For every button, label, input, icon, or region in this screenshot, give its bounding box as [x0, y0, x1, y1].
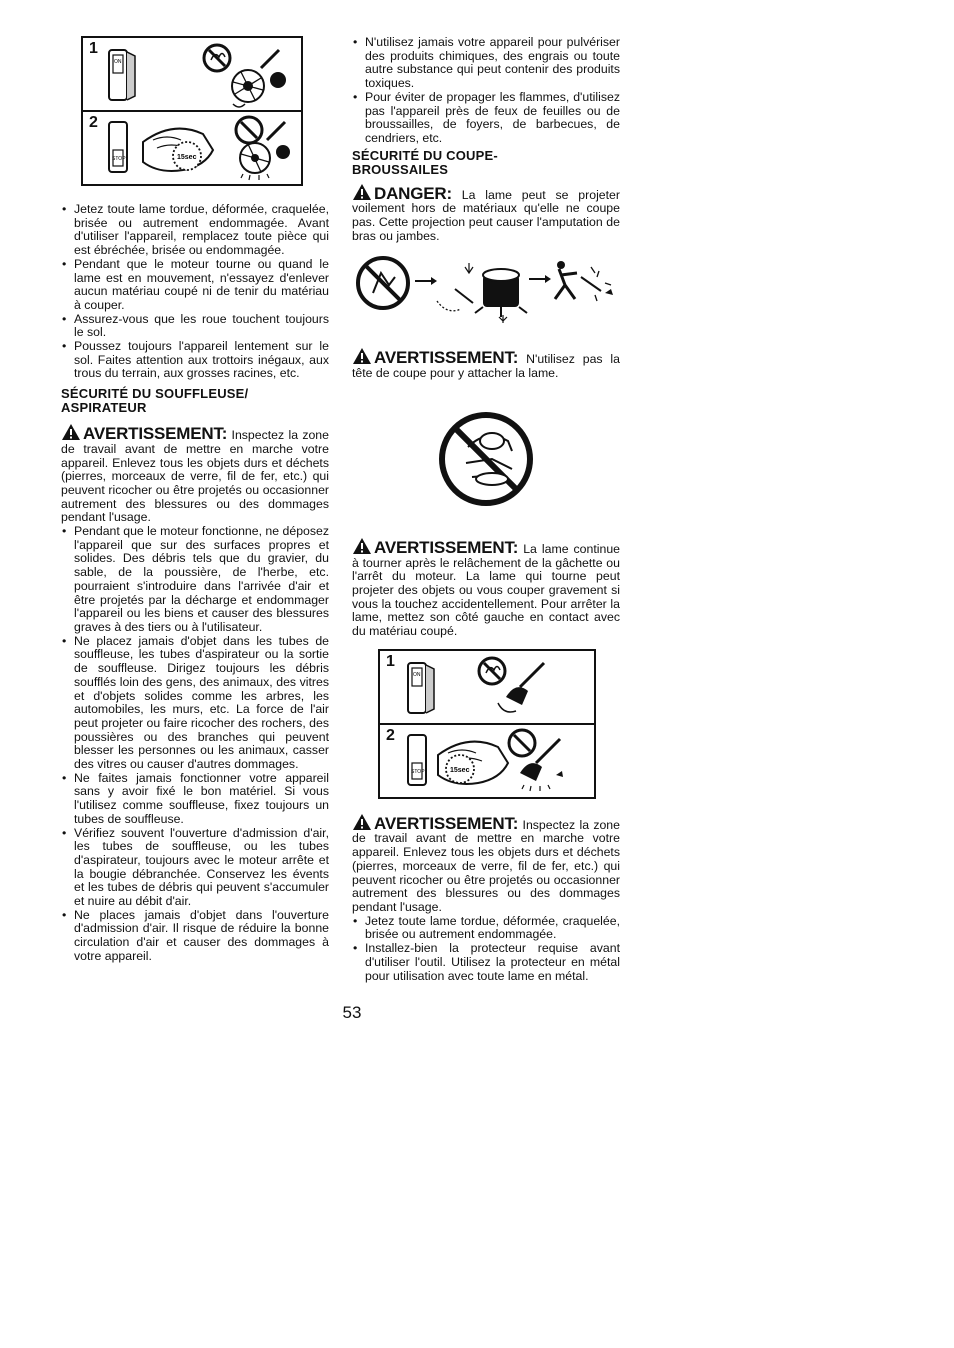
warning-triangle-icon: [61, 423, 81, 441]
blade-icon: [520, 763, 542, 781]
spinning-blade-icon: [506, 687, 528, 705]
left-column: [61, 36, 329, 964]
blade-thrust-illustration: [355, 255, 617, 327]
warning-text: N'utilisez pas la tête de coupe pour y attacher la lame.: [352, 352, 621, 381]
right-column: [352, 36, 620, 983]
blade-thrust-figure: [355, 255, 617, 327]
timer-label: 15sec: [177, 154, 197, 161]
step-number: 1: [89, 40, 98, 57]
step-number: 2: [386, 726, 395, 744]
list-item: • Poussez toujours l'appareil lentement sur le sol. Faites attention aux trottoirs inégaux, aux trous du terrain, aux grosses racines, etc.: [61, 340, 329, 381]
switch-on-label: ON: [413, 671, 421, 678]
switch-stop-illustration: [83, 112, 301, 182]
page-number: 53: [342, 1003, 362, 1022]
section-heading-blower: SÉCURITÉ DU SOUFFLEUSE/ ASPIRATEUR: [61, 386, 249, 416]
figure-panel-step1: [380, 651, 594, 725]
list-item: • Pour éviter de propager les flammes, d'utilisez pas l'appareil près de feux de feuilles ou de broussailles, de foyers, de barbecues, de cendriers, etc.: [352, 91, 620, 146]
list-item: • Ne places jamais d'objet dans l'ouverture d'admission d'air. Il risque de réduire la bonne circulation d'air et causer des dommages à votre appareil.: [61, 909, 329, 964]
warning-triangle-icon: [352, 813, 372, 831]
person-icon: [557, 261, 565, 269]
danger-text: La lame peut se projeter voilement hors de matériaux qu'elle ne coupe pas. Cette projection peut causer l'amputation de bras ou jambes.: [352, 187, 620, 243]
warning-block-4: [352, 813, 620, 915]
warning-title: AVERTISSEMENT:: [374, 537, 519, 557]
list-item: • Ne placez jamais d'objet dans les tubes de souffleuse, les tubes d'aspirateur ou la sortie de souffleuse. Dirigez toujours les débris soufflés loin des gens, des animaux, des vitres et d'objets solides comme les arbres, les automobiles, les murs, etc. La force de l'air peut projeter ou faire ricocher des rochers, des poussières ou des branches qui peuvent blesser les personnes ou les animaux, casser des vitres ou causer d'autres dommages.: [61, 635, 329, 772]
warning-triangle-icon: [352, 183, 372, 201]
no-blade-on-head-illustration: [438, 397, 534, 517]
warning-block: [61, 423, 329, 525]
blade-safety-list: [61, 203, 329, 381]
warning-triangle-icon: [352, 537, 372, 555]
warning-title: AVERTISSEMENT:: [83, 424, 228, 444]
figure-panel-step1: [83, 38, 301, 112]
figure-panel-step2: [83, 112, 301, 184]
figure-panel-step2: [380, 725, 594, 797]
switch-stop-label: STOP: [411, 768, 425, 775]
list-item: • Assurez-vous que les roue touchent toujours le sol.: [61, 313, 329, 340]
blade-stop-figure-right: [378, 649, 596, 799]
no-blade-on-head-figure: [438, 397, 534, 517]
danger-title: DANGER:: [374, 183, 452, 203]
switch-on-illustration: [380, 651, 594, 723]
warning-triangle-icon: [352, 347, 372, 365]
blower-safety-list: [61, 525, 329, 964]
blade-install-list: [352, 915, 620, 984]
warning-title: AVERTISSEMENT:: [374, 348, 519, 368]
warning-text: Inspectez la zone de travail avant de mettre en marche votre appareil. Enlevez tous les objets durs et déchets (pierres, morceaux de verre, fil de fer, etc.) qui peuvent ricocher ou être projetés ou occasionner autrement des blessures ou des dommages pendant l'usage.: [352, 817, 620, 914]
warning-text: Inspectez la zone de travail avant de mettre en marche votre appareil. Enlevez tous les objets durs et déchets (pierres, morceaux de verre, fil de fer, etc.) qui peuvent ricocher ou être projetés ou occasionner autrement des blessures ou des dommages pendant l'usage.: [61, 428, 329, 525]
step-number: 2: [89, 114, 98, 131]
switch-on-label: ON: [114, 59, 122, 65]
list-item: • N'utilisez jamais votre appareil pour pulvériser des produits chimiques, des engrais ou toute autre substance qui peut contenir des produits toxiques.: [352, 36, 620, 91]
list-item: • Jetez toute lame tordue, déformée, craquelée, brisée ou autrement endommagée.: [352, 915, 620, 942]
section-heading-brushcutter: SÉCURITÉ DU COUPE-BROUSSAILES: [352, 147, 498, 177]
timer-label: 15sec: [450, 766, 470, 774]
warning-block-3: [352, 537, 620, 639]
warning-title: AVERTISSEMENT:: [374, 813, 519, 833]
list-item: • Pendant que le moteur fonctionne, ne déposez l'appareil que sur des surfaces propres et solides. Des débris tels que du gravier, du sable, de la poussière, de l'herbe, etc. pourraient s'introduire dans l'arrivée d'air et être projetés par la décharge et endommager l'appareil ou les biens et causer des blessures graves à des tiers ou à l'utilisateur.: [61, 525, 329, 635]
list-item: • Installez-bien la protecteur requise avant d'utiliser l'outil. Utilisez la protecteur en métal pour utilisation avec toute lame en métal.: [352, 942, 620, 983]
warning-block-2: [352, 347, 620, 380]
switch-stop-illustration: [380, 725, 594, 795]
blade-stop-figure-left: [81, 36, 303, 186]
danger-block: [352, 183, 620, 244]
switch-on-illustration: [83, 38, 301, 110]
list-item: • Vérifiez souvent l'ouverture d'admission d'air, les tubes de souffleuse, ou les tubes d'aspirateur, toujours avec le moteur arrête et la bougie débranchée. Conservez les évents et les tubes de débris qui peuvent s'accumuler et nuire au débit d'air.: [61, 827, 329, 909]
list-item: • Ne faites jamais fonctionner votre appareil sans y avoir fixé le bon matériel. Si vous l'utilisez comme souffleuse, fixez toujours un tubes de souffleuse.: [61, 772, 329, 827]
warning-text: La lame continue à tourner après le relâchement de la gâchette ou l'arrêt du moteur. La lame qui tourne peut projeter des objets ou vous couper gravement si vous la touchez accidentellement. Pour arrêter la lame, mettez son côté gauche en contact avec du matériau coupé.: [352, 541, 620, 639]
switch-stop-label: STOP: [112, 156, 126, 162]
step-number: 1: [386, 652, 395, 670]
general-safety-list: [352, 36, 620, 146]
list-item: • Jetez toute lame tordue, déformée, craquelée, brisée ou autrement endommagée. Avant d'utiliser l'appareil, remplacez toute pièce qui est ébréchée, brisée ou endommagée.: [61, 203, 329, 258]
list-item: • Pendant que le moteur tourne ou quand le lame est en mouvement, n'essayez d'enlever aucun matériau coupé ni de tenir du matériau à couper.: [61, 258, 329, 313]
